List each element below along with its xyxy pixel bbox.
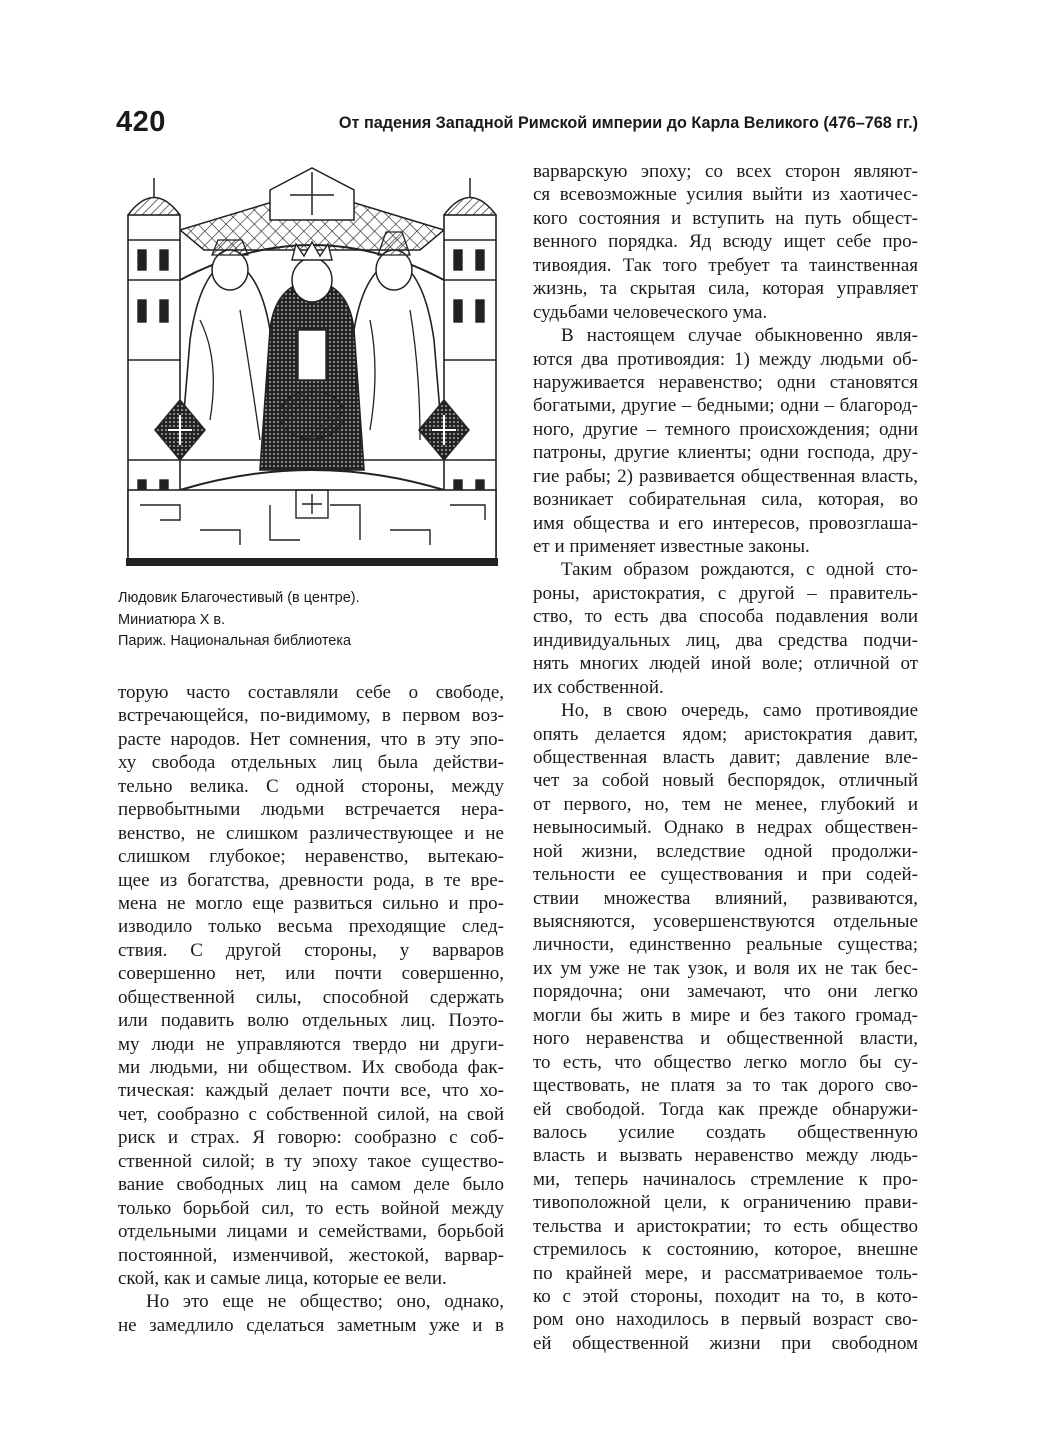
text-line: первобытными людьми встречается нера- bbox=[118, 799, 504, 821]
text-line: Таким образом рождаются, с одной сто- bbox=[561, 559, 918, 581]
text-line: торую часто составляли себе о свободе, bbox=[118, 682, 504, 703]
text-line: стремилось к состоянию, которое, внешне bbox=[533, 1239, 918, 1261]
text-line: ются два противоядия: 1) между людьми об- bbox=[533, 348, 918, 370]
text-line: общественной силы, способной сдержать bbox=[118, 986, 504, 1008]
text-line: чет за собой новый беспорядок, отличный bbox=[533, 770, 918, 792]
text-line: возникает собирательная сила, которая, во bbox=[533, 489, 918, 511]
text-line: роны, аристократия, с другой – правитель- bbox=[533, 582, 918, 604]
text-line: власть и вызвать неравенство между людь- bbox=[533, 1145, 918, 1167]
text-line: вание свободных лиц на самом деле было bbox=[118, 1174, 504, 1196]
text-line: или подавить волю отдельных лиц. Поэто- bbox=[118, 1010, 504, 1032]
text-line: Но, в свою очередь, само противоядие bbox=[561, 700, 918, 722]
text-line: ром оно находилось в первый возраст сво- bbox=[533, 1309, 918, 1331]
text-line: венного порядка. Яд всюду ищет себе про- bbox=[533, 231, 918, 253]
text-line: могли бы жить в мире и без такого громад- bbox=[533, 1004, 918, 1026]
text-line: ет и применяет известные законы. bbox=[533, 536, 810, 557]
text-line: по крайней мере, и рассматриваемое толь- bbox=[533, 1262, 918, 1284]
text-line: их собственной. bbox=[533, 676, 664, 698]
text-line: ей свободой. Тогда как прежде обнаружи- bbox=[533, 1098, 918, 1120]
figure-caption bbox=[118, 588, 510, 653]
text-line: тельно велика. С одной стороны, между bbox=[118, 775, 504, 797]
text-line: ствия. С другой стороны, у варваров bbox=[118, 939, 504, 961]
text-line: ствии множества влияний, развиваются, bbox=[533, 887, 918, 909]
text-line: тивоядия. Так того требует та таинственная bbox=[533, 254, 918, 276]
running-title: От падения Западной Римской империи до Карла Великого (476–768 гг.) bbox=[338, 114, 918, 132]
text-line: тельства и аристократии; то есть общество bbox=[533, 1215, 918, 1237]
text-line: изводило только весьма преходящие след- bbox=[118, 916, 504, 938]
text-line: слишком глубокое; неравенство, вытекаю- bbox=[118, 846, 504, 868]
text-line: постоянной, изменчивой, жестокой, варвар- bbox=[118, 1244, 504, 1266]
text-line: ху свобода отдельных лиц была действи- bbox=[118, 752, 504, 774]
text-line: чет, сообразно с собственной силой, на свой bbox=[118, 1103, 504, 1125]
right-text-column bbox=[533, 160, 918, 1355]
text-line: ей общественной жизни при свободном bbox=[533, 1332, 918, 1354]
text-line: тическая: каждый делает почти все, что хо- bbox=[118, 1080, 504, 1102]
text-line: не замедлило сделаться заметным уже и в bbox=[118, 1314, 504, 1336]
text-line: невыносимый. Однако в недрах обществен- bbox=[533, 817, 918, 839]
text-line: ственной силой; в ту эпоху такое существо- bbox=[118, 1150, 504, 1172]
text-line: гие рабы; 2) развивается общественная власть, bbox=[533, 465, 918, 487]
text-line: опять делается ядом; аристократия давит, bbox=[533, 723, 918, 745]
text-line: порядочна; они замечают, что они легко bbox=[533, 981, 918, 1003]
text-line: Но это еще не общество; оно, однако, bbox=[146, 1291, 504, 1313]
text-line: ко с этой стороны, походит на то, в кото- bbox=[533, 1286, 918, 1307]
text-line: венство, не слишком различествующее и не bbox=[118, 822, 504, 844]
text-line: ство, то есть два способа подавления воли bbox=[533, 606, 918, 628]
caption-line: Париж. Национальная библиотека bbox=[118, 633, 352, 649]
text-line: то есть, что общество легко могло бы су- bbox=[533, 1051, 918, 1073]
text-line: мена не могло еще развиться сильно и про- bbox=[118, 892, 504, 914]
text-line: ного, другие – темного происхождения; одни bbox=[533, 418, 918, 440]
text-line: индивидуальных лиц, два средства подчи- bbox=[533, 629, 918, 651]
text-line: ской, как и самые лица, которые ее вели. bbox=[118, 1267, 447, 1289]
text-line: кого состояния и вступить на путь общест- bbox=[533, 207, 918, 229]
text-line: их ум уже не так узок, и воля их не так бес- bbox=[533, 957, 918, 979]
miniature-illustration bbox=[120, 160, 504, 572]
text-line: В настоящем случае обыкновенно явля- bbox=[561, 325, 918, 347]
text-line: ной жизни, вследствие одной продолжи- bbox=[533, 840, 918, 862]
page-number: 420 bbox=[116, 106, 166, 138]
text-line: жизнь, та скрытая сила, которая управляет bbox=[533, 278, 918, 300]
caption-line: Людовик Благочестивый (в центре). bbox=[118, 590, 360, 606]
text-line: от первого, но, тем не менее, глубокий и bbox=[533, 793, 918, 815]
text-line: только борьбой сил, то есть войной между bbox=[118, 1197, 504, 1219]
text-line: наруживается неравенство; одни становятся bbox=[533, 371, 918, 393]
caption-line: Миниатюра X в. bbox=[118, 611, 226, 628]
text-line: ществовать, не платя за то так дорого сво- bbox=[533, 1075, 918, 1097]
text-line: валось усилие создать общественную bbox=[533, 1121, 918, 1143]
text-line: варварскую эпоху; со всех сторон являют- bbox=[533, 161, 918, 182]
text-line: совершенно нет, или почти совершенно, bbox=[118, 963, 504, 985]
left-text-column bbox=[118, 681, 504, 1337]
text-line: общественная власть давит; давление вле- bbox=[533, 746, 918, 768]
text-line: ся всевозможные усилия выйти из хаотичес- bbox=[533, 184, 918, 206]
text-line: риск и страх. Я говорю: сообразно с соб- bbox=[118, 1127, 504, 1149]
text-line: имя общества и его интересов, провозглаша- bbox=[533, 512, 918, 534]
text-line: ного неравенства и общественной власти, bbox=[533, 1028, 918, 1050]
text-line: патроны, другие клиенты; одни господа, дру- bbox=[533, 442, 918, 464]
text-line: му люди не управляются твердо ни други- bbox=[118, 1033, 504, 1055]
text-line: ми, теперь начиналось стремление к про- bbox=[533, 1168, 918, 1190]
text-line: встречающейся, по-видимому, в первом воз- bbox=[118, 705, 504, 727]
text-line: богатыми, другие – бедными; одни – благород- bbox=[533, 395, 918, 417]
text-line: выясняются, усовершенствуются отдельные bbox=[533, 911, 918, 932]
text-line: судьбами человеческого ума. bbox=[533, 301, 768, 323]
text-line: тивоположной цели, к ограничению прави- bbox=[533, 1192, 918, 1214]
text-line: тельности ее существования и при содей- bbox=[533, 864, 918, 886]
text-line: нять многих людей иной воле; отличной от bbox=[533, 653, 918, 675]
text-line: расте народов. Нет сомнения, что в эту эпо- bbox=[118, 728, 504, 750]
text-line: щее из богатства, древности рода, в те вре- bbox=[118, 869, 504, 891]
text-line: личности, единственно реальные существа; bbox=[533, 934, 918, 956]
text-line: ми людьми, ни обществом. Их свобода фак- bbox=[118, 1057, 504, 1078]
text-line: отдельными лицами и семействами, борьбой bbox=[118, 1221, 504, 1243]
